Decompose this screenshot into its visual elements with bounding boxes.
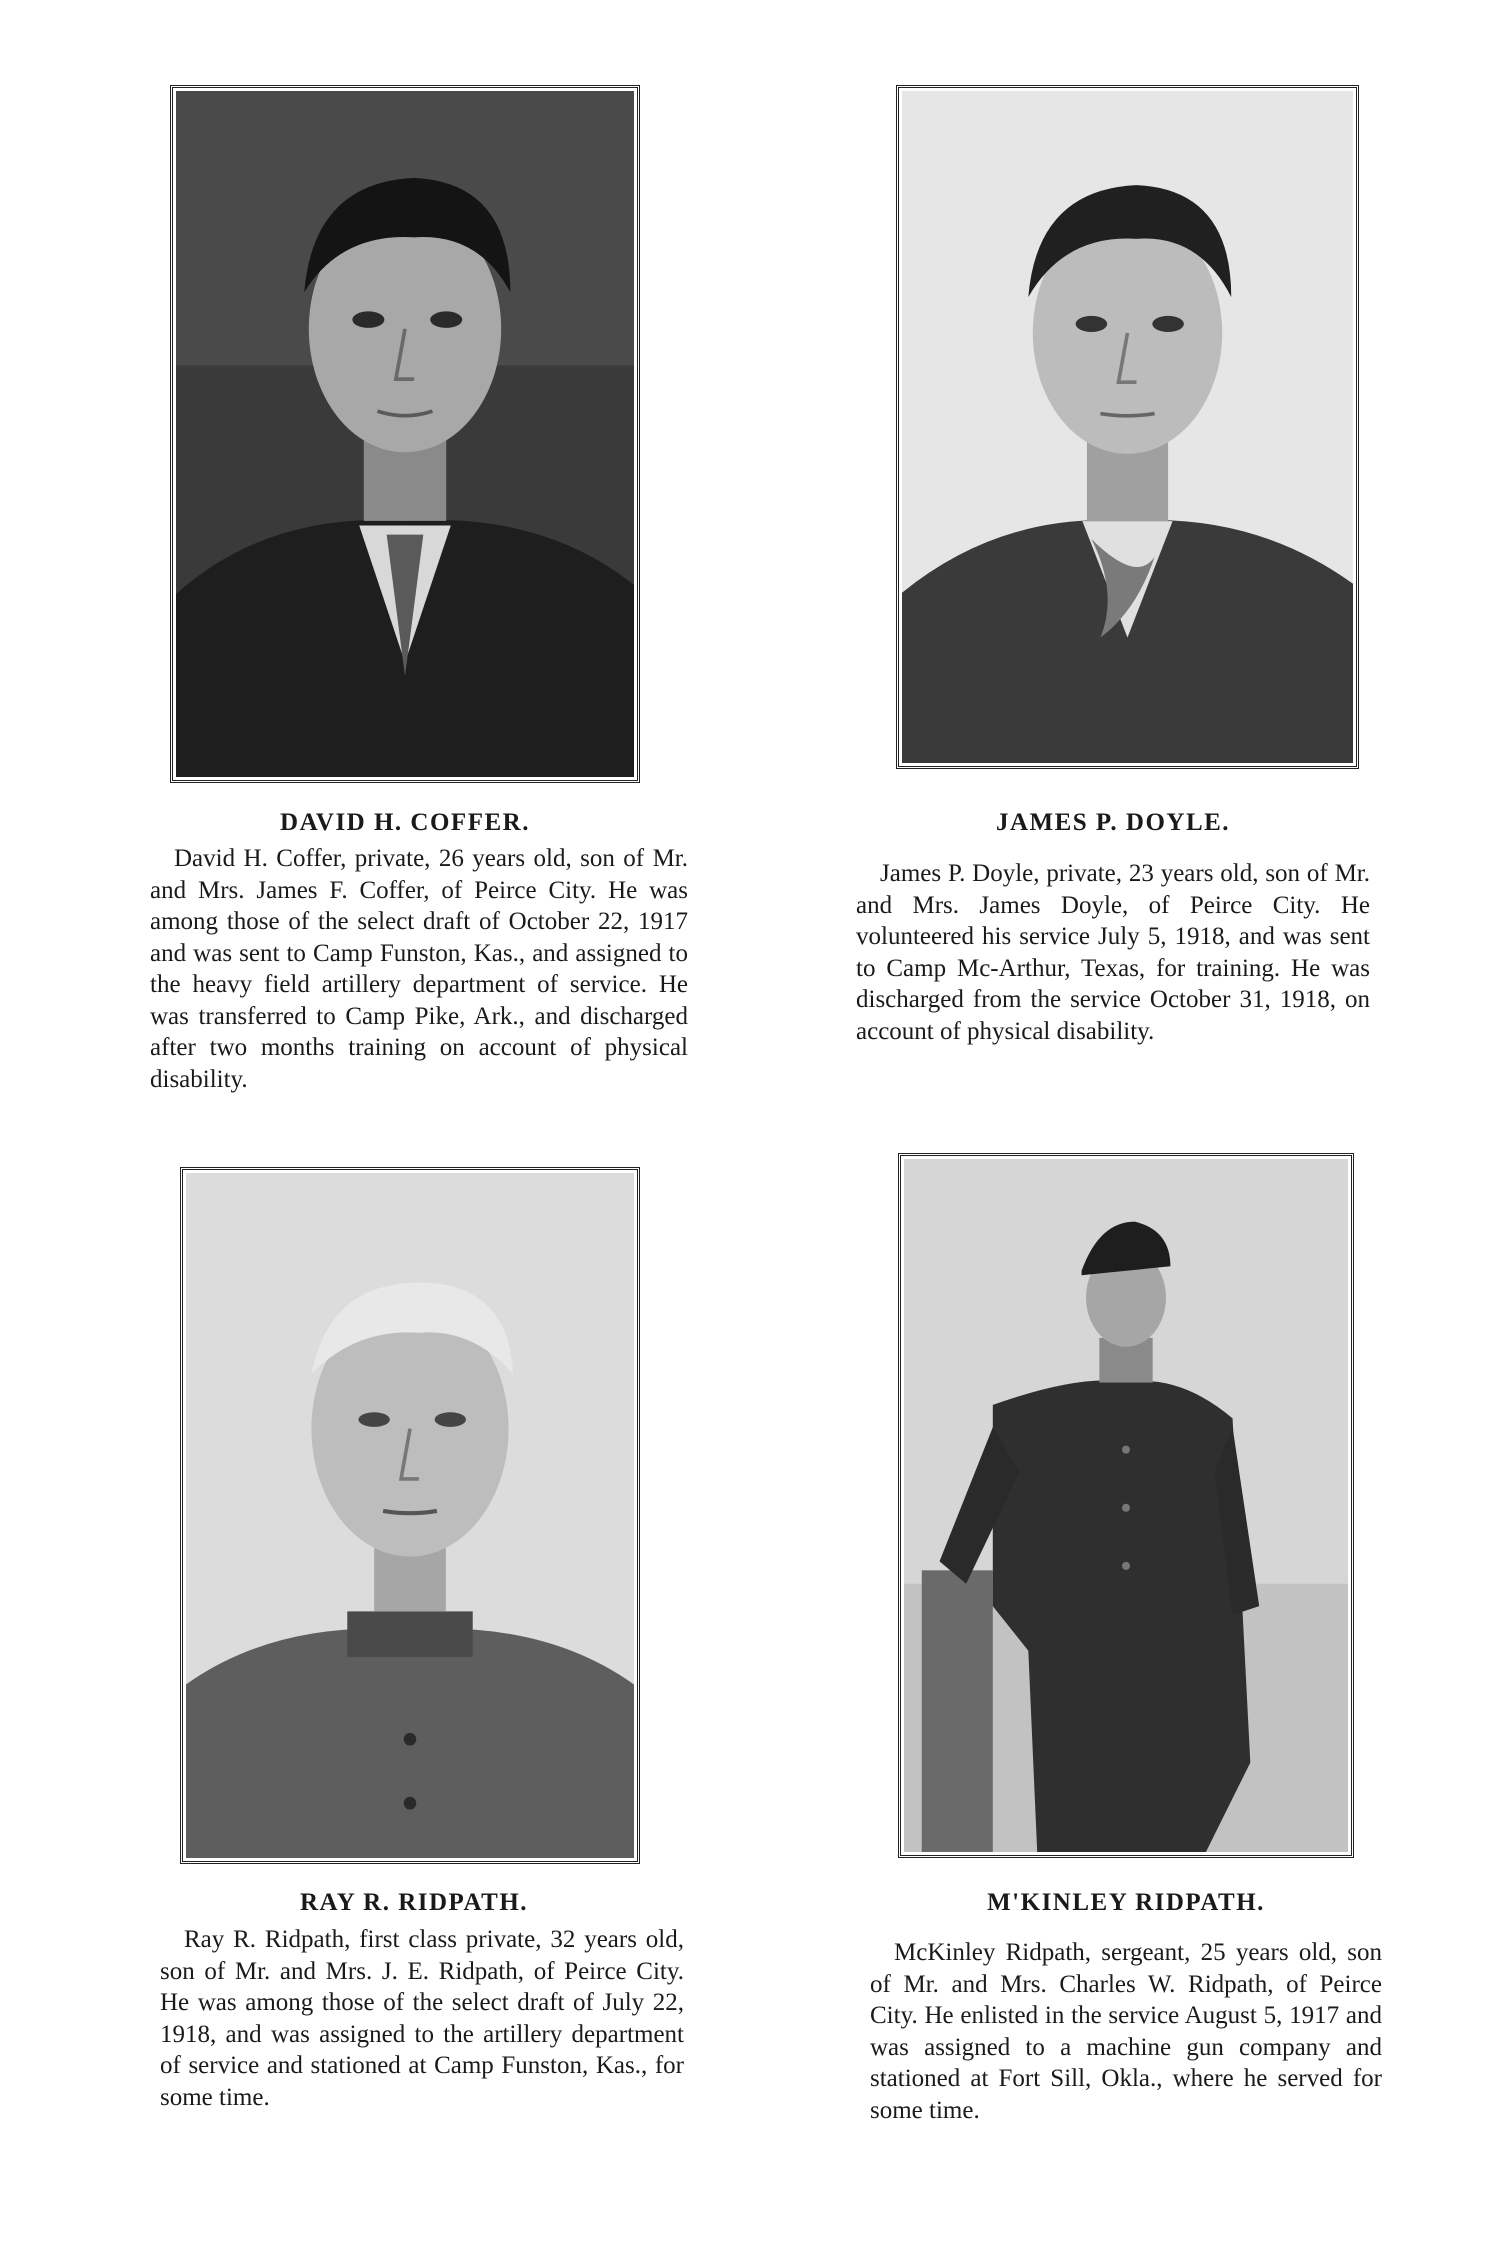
name-heading-david-coffer: DAVID H. COFFER. — [280, 809, 530, 836]
portrait-photo-2 — [902, 91, 1353, 763]
name-heading-ray-ridpath: RAY R. RIDPATH. — [299, 1889, 529, 1916]
portrait-photo-3 — [186, 1173, 634, 1858]
portrait-photo-1 — [176, 91, 634, 777]
portrait-mckinley-ridpath — [898, 1153, 1354, 1858]
bio-mckinley-ridpath: McKinley Ridpath, sergeant, 25 years old, son of Mr. and Mrs. Charles W. Ridpath, of Peirce City. He enlisted in the service August 5, 1917 and was assigned to a machine gun company and stationed at Fort Sill, Okla., where he served for some time. — [870, 1939, 1382, 2124]
bio-david-coffer: David H. Coffer, private, 26 years old, son of Mr. and Mrs. James F. Coffer, of Peirce City. He was among those of the select draft of October 22, 1917 and was sent to Camp Funston, Kas., and assigned to the heavy field artillery department of service. He was transferred to Camp Pike, Ark., and discharged after two months training on account of physical disability. — [150, 845, 688, 1093]
portrait-james-doyle — [896, 85, 1359, 769]
name-heading-james-doyle: JAMES P. DOYLE. — [995, 809, 1231, 836]
portrait-david-coffer — [170, 85, 640, 783]
portrait-photo-4 — [904, 1159, 1348, 1852]
bio-ray-ridpath: Ray R. Ridpath, first class private, 32 years old, son of Mr. and Mrs. J. E. Ridpath, of Peirce City. He was among those of the select draft of July 22, 1918, and was assigned to the artillery department of service and stationed at Camp Funston, Kas., for some time. — [160, 1926, 684, 2111]
name-heading-mckinley-ridpath: M'KINLEY RIDPATH. — [987, 1889, 1265, 1916]
portrait-ray-ridpath — [180, 1167, 640, 1864]
bio-james-doyle: James P. Doyle, private, 23 years old, son of Mr. and Mrs. James Doyle, of Peirce City. He volunteered his service July 5, 1918, and was sent to Camp Mc-Arthur, Texas, for training. He was discharged from the service October 31, 1918, on account of physical disability. — [856, 860, 1370, 1045]
